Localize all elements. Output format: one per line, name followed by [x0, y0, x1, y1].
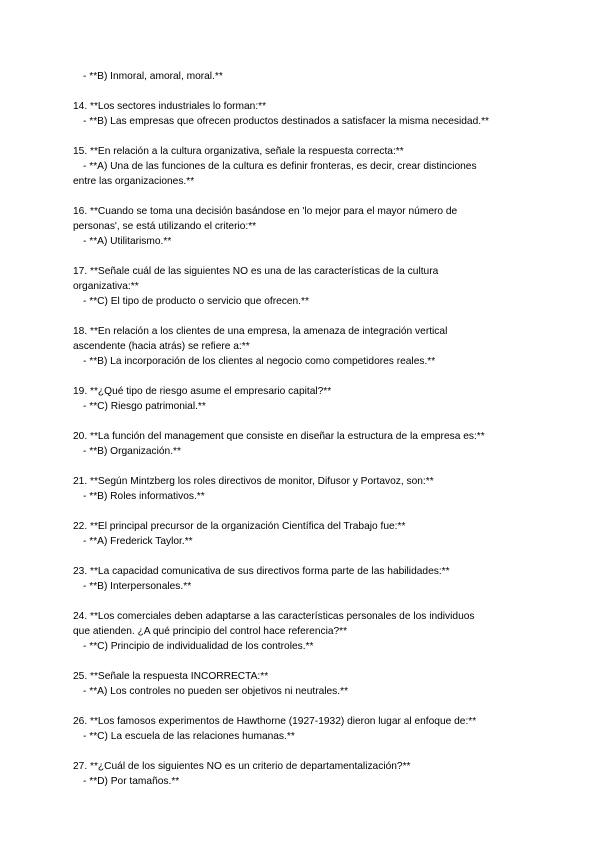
question-text-continuation: ascendente (hacia atrás) se refiere a:**	[73, 341, 250, 352]
answer-text: - **B) Organización.**	[83, 446, 181, 457]
answer-text: - **B) Las empresas que ofrecen productos destinados a satisfacer la misma necesidad.**	[83, 116, 490, 127]
question-text: 26. **Los famosos experimentos de Hawthorne (1927-1932) dieron lugar al enfoque de:**	[73, 716, 477, 727]
question-text: 24. **Los comerciales deben adaptarse a las características personales de los individuos	[73, 611, 475, 622]
question-text: 20. **La función del management que consiste en diseñar la estructura de la empresa es:**	[73, 431, 485, 442]
question-text: 19. **¿Qué tipo de riesgo asume el empresario capital?**	[73, 386, 332, 397]
question-block-15	[73, 144, 533, 189]
question-text: 21. **Según Mintzberg los roles directivos de monitor, Difusor y Portavoz, son:**	[73, 476, 434, 487]
question-block-21	[73, 474, 533, 504]
question-block-18	[73, 324, 533, 369]
answer-text: - **A) Los controles no pueden ser objetivos ni neutrales.**	[83, 686, 349, 697]
answer-text: - **B) Interpersonales.**	[83, 581, 192, 592]
question-block-22	[73, 519, 533, 549]
question-block-24	[73, 609, 533, 654]
answer-text: - **C) Principio de individualidad de los controles.**	[83, 641, 314, 652]
question-text: 14. **Los sectores industriales lo forman:**	[73, 101, 267, 112]
question-text: 25. **Señale la respuesta INCORRECTA:**	[73, 671, 269, 682]
question-text-continuation: organizativa:**	[73, 281, 139, 292]
question-text: 17. **Señale cuál de las siguientes NO es una de las características de la cultura	[73, 266, 439, 277]
answer-text: - **A) Utilitarismo.**	[83, 236, 172, 247]
question-block-19	[73, 384, 533, 414]
question-text: 15. **En relación a la cultura organizativa, señale la respuesta correcta:**	[73, 146, 404, 157]
question-block-16	[73, 204, 533, 249]
answer-text: - **C) El tipo de producto o servicio que ofrecen.**	[83, 296, 309, 307]
answer-text: - **A) Una de las funciones de la cultura es definir fronteras, es decir, crear distinciones	[83, 161, 477, 172]
qa-list	[73, 69, 533, 804]
question-block-26	[73, 714, 533, 744]
question-text: 22. **El principal precursor de la organización Científica del Trabajo fue:**	[73, 521, 406, 532]
lead-answer-block	[73, 69, 533, 84]
answer-text: - **D) Por tamaños.**	[83, 776, 180, 787]
question-text-continuation: personas', se está utilizando el criterio:**	[73, 221, 257, 232]
question-block-17	[73, 264, 533, 309]
question-text-continuation: que atienden. ¿A qué principio del control hace referencia?**	[73, 626, 348, 637]
question-text: 18. **En relación a los clientes de una empresa, la amenaza de integración vertical	[73, 326, 448, 337]
answer-text: - **A) Frederick Taylor.**	[83, 536, 193, 547]
answer-text: - **B) Inmoral, amoral, moral.**	[83, 71, 223, 82]
question-text: 16. **Cuando se toma una decisión basándose en 'lo mejor para el mayor número de	[73, 206, 458, 217]
answer-text: - **B) Roles informativos.**	[83, 491, 205, 502]
answer-text: - **B) La incorporación de los clientes al negocio como competidores reales.**	[83, 356, 436, 367]
answer-text: - **C) La escuela de las relaciones humanas.**	[83, 731, 295, 742]
question-block-14	[73, 99, 533, 129]
question-block-20	[73, 429, 533, 459]
question-block-23	[73, 564, 533, 594]
question-text: 27. **¿Cuál de los siguientes NO es un criterio de departamentalización?**	[73, 761, 411, 772]
answer-text-continuation: entre las organizaciones.**	[73, 176, 195, 187]
question-block-27	[73, 759, 533, 789]
question-text: 23. **La capacidad comunicativa de sus directivos forma parte de las habilidades:**	[73, 566, 450, 577]
question-block-25	[73, 669, 533, 699]
answer-text: - **C) Riesgo patrimonial.**	[83, 401, 206, 412]
